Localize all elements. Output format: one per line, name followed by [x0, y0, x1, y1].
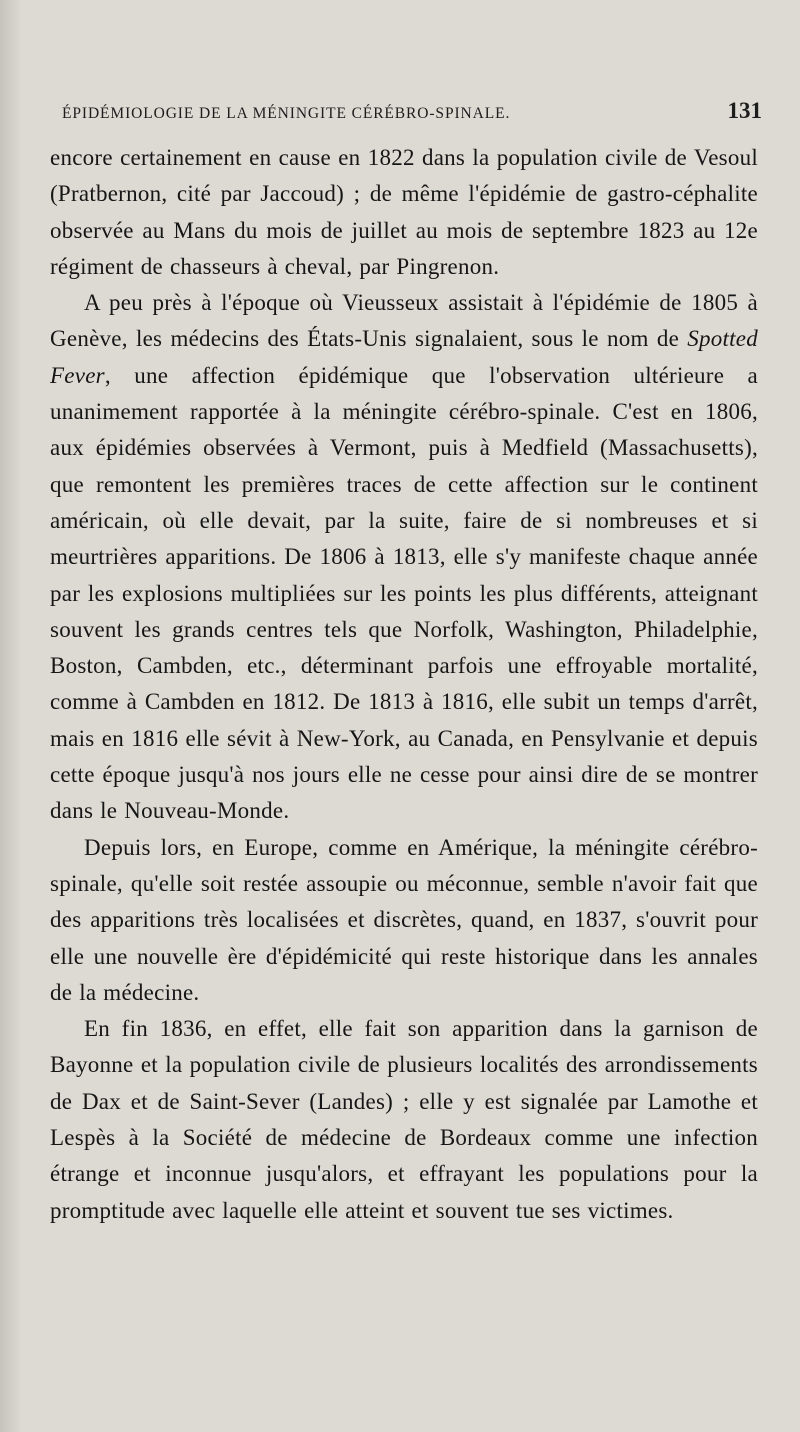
paragraph-2-start: A peu près à l'époque où Vieusseux assistait à l'épidémie de 1805 à Genève, les médecins des États-Unis signalaient, sous le nom de — [50, 290, 758, 352]
paragraph-3: Depuis lors, en Europe, comme en Amérique, la méningite cérébro-spinale, qu'elle soit restée assoupie ou méconnue, semble n'avoir fait que des apparitions très localisées et discrètes, quand, en 1837, s'ouvrit pour elle une nouvelle ère d'épidémicité qui reste historique dans les annales de la médecine. — [50, 834, 758, 1005]
body-text — [50, 140, 758, 1229]
paragraph-1: encore certainement en cause en 1822 dans la population civile de Vesoul (Pratbernon, cité par Jaccoud) ; de même l'épidémie de gastro-céphalite observée au Mans du mois de juillet au mois de septembre 1823 au 12e régiment de chasseurs à cheval, par Pingrenon. — [50, 145, 758, 279]
spotted-fever-term: Spotted Fever — [50, 326, 758, 388]
paragraph-2-rest: , une affection épidémique que l'observation ultérieure a unanimement rapportée à la méningite cérébro-spinale. C'est en 1806, aux épidémies observées à Vermont, puis à Medfield (Massachusetts), que remontent les premières traces de cette affection sur le continent américain, où elle devait, par la suite, faire de si nombreuses et si meurtrières apparitions. De 1806 à 1813, elle s'y manifeste chaque année par les explosions multipliées sur les points les plus différents, atteignant souvent les grands centres tels que Norfolk, Washington, Philadelphie, Boston, Cambden, etc., déterminant parfois une effroyable mortalité, comme à Cambden en 1812. De 1813 à 1816, elle subit un temps d'arrêt, mais en 1816 elle sévit à New-York, au Canada, en Pensylvanie et depuis cette époque jusqu'à nos jours elle ne cesse pour ainsi dire de se montrer dans le Nouveau-Monde. — [50, 362, 758, 824]
paragraph-4: En fin 1836, en effet, elle fait son apparition dans la garnison de Bayonne et la population civile de plusieurs localités des arrondissements de Dax et de Saint-Sever (Landes) ; elle y est signalée par Lamothe et Lespès à la Société de médecine de Bordeaux comme une infection étrange et inconnue jusqu'alors, et effrayant les populations pour la promptitude avec laquelle elle atteint et souvent tue ses victimes. — [50, 1016, 758, 1223]
running-title: ÉPIDÉMIOLOGIE DE LA MÉNINGITE CÉRÉBRO-SPINALE. — [62, 105, 511, 122]
page-number: 131 — [727, 98, 762, 123]
running-header — [62, 98, 762, 132]
paragraph-2 — [50, 285, 758, 829]
